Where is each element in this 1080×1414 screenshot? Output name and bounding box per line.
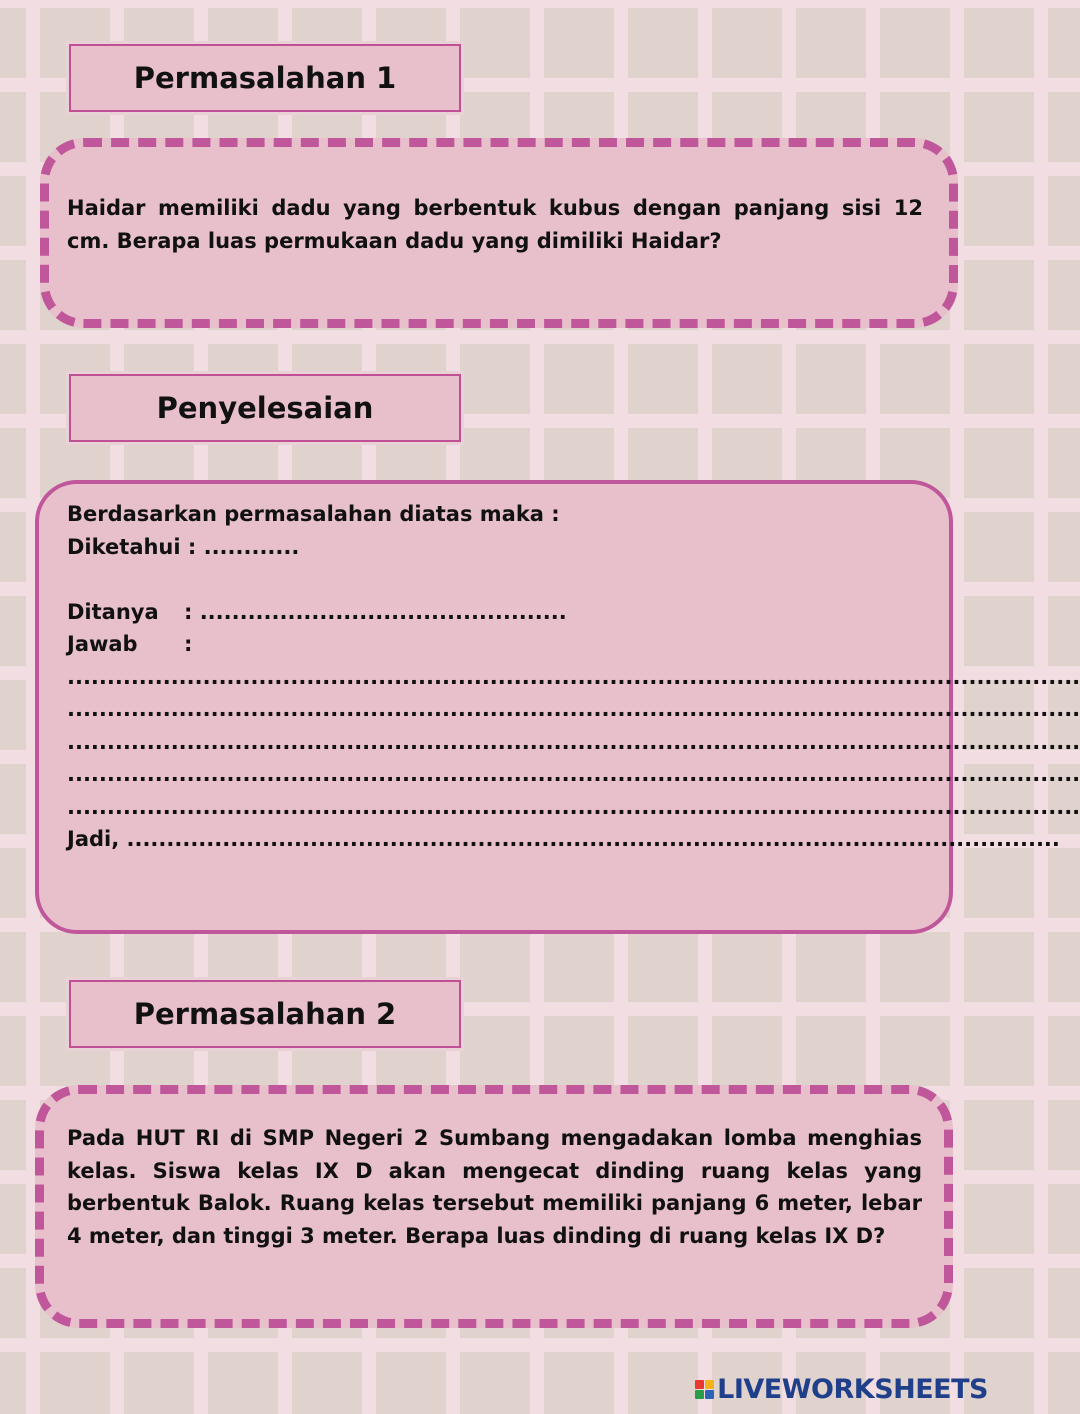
answer-line-5[interactable]: ............................................................................................................................... — [67, 794, 1080, 819]
answer-line-1[interactable]: ............................................................................................................................... — [67, 664, 1080, 689]
answer-line-3[interactable]: ............................................................................................................................... — [67, 729, 1080, 754]
solution-title: Penyelesaian — [69, 374, 461, 442]
problem2-card — [35, 1085, 953, 1328]
jadi-field[interactable]: Jadi, ..................................................................................................................... — [67, 827, 1060, 851]
jawab-colon: : — [184, 632, 193, 656]
problem2-title: Permasalahan 2 — [69, 980, 461, 1048]
liveworksheets-logo — [695, 1374, 988, 1405]
logo-square-red — [695, 1380, 704, 1389]
logo-text: LIVEWORKSHEETS — [717, 1374, 988, 1405]
logo-mark-icon — [695, 1380, 714, 1399]
problem2-text: Pada HUT RI di SMP Negeri 2 Sumbang mengadakan lomba menghias kelas. Siswa kelas IX D akan mengecat dinding ruang kelas yang berbentuk Balok. Ruang kelas tersebut memiliki panjang 6 meter, lebar 4 meter, dan tinggi 3 meter. Berapa luas dinding di ruang kelas IX D? — [67, 1126, 922, 1248]
answer-line-4[interactable]: ............................................................................................................................... — [67, 762, 1080, 786]
logo-square-yellow — [705, 1380, 714, 1389]
jawab-row — [67, 628, 917, 661]
diketahui-field[interactable]: Diketahui : ............ — [67, 534, 300, 559]
problem1-text: Haidar memiliki dadu yang berbentuk kubus dengan panjang sisi 12 cm. Berapa luas permukaan dadu yang dimiliki Haidar? — [67, 196, 923, 253]
spacer — [67, 563, 917, 596]
ditanya-field[interactable]: : .............................................. — [184, 599, 567, 624]
ditanya-label: Ditanya — [67, 599, 159, 624]
logo-square-green — [695, 1390, 704, 1399]
logo-square-blue — [705, 1390, 714, 1399]
problem1-card — [40, 138, 958, 328]
ditanya-row — [67, 596, 917, 629]
problem1-title: Permasalahan 1 — [69, 44, 461, 112]
jawab-label: Jawab — [67, 632, 138, 656]
solution-intro: Berdasarkan permasalahan diatas maka : — [67, 502, 560, 526]
answer-line-2[interactable]: ............................................................................................................................... — [67, 697, 1080, 721]
solution-card — [35, 480, 1080, 934]
